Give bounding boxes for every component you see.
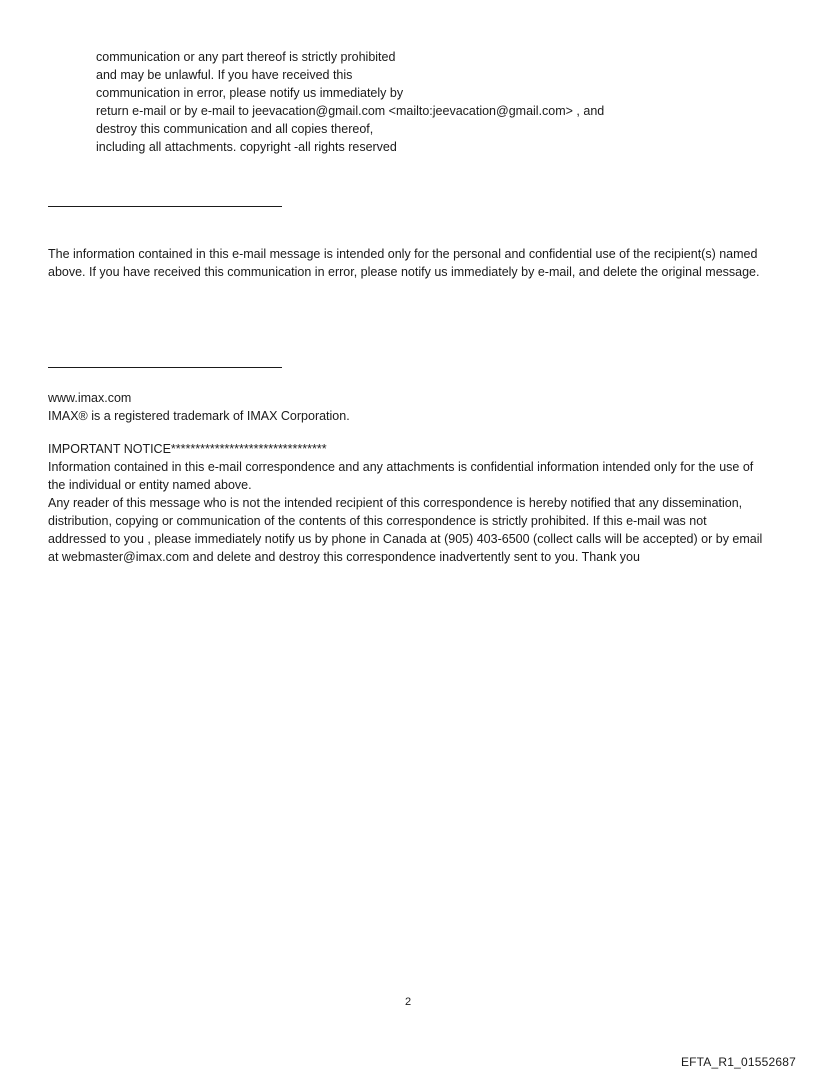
important-notice-heading: IMPORTANT NOTICE******************************** [48,442,327,456]
disclaimer-line: communication in error, please notify us immediately by [96,86,404,100]
disclaimer-line: and may be unlawful. If you have received this [96,68,353,82]
important-notice-paragraph: Information contained in this e-mail correspondence and any attachments is confidential information intended only for the use of the individual or entity named above. [48,460,754,492]
disclaimer-line: destroy this communication and all copies thereof, [96,122,374,136]
imax-trademark: IMAX® is a registered trademark of IMAX Corporation. [48,409,350,423]
imax-website: www.imax.com [48,391,132,405]
important-notice-paragraph: Any reader of this message who is not the intended recipient of this correspondence is hereby notified that any dissemination, distribution, copying or communication of the contents of this correspondence is strictly prohibited. If this e-mail was not addressed to you , please immediately notify us by phone in Canada at (905) 403-6500 (collect calls will be accepted) or by email at webmaster@imax.com and delete and destroy this correspondence inadvertently sent to you. Thank you [48,496,763,564]
separator-line [48,206,282,207]
bates-id: EFTA_R1_01552687 [680,1055,796,1069]
quoted-disclaimer [96,48,736,156]
disclaimer-line: return e-mail or by e-mail to jeevacation@gmail.com <mailto:jeevacation@gmail.com> , and [96,104,605,118]
page-number: 2 [404,996,412,1008]
important-notice [48,440,768,566]
disclaimer-line: including all attachments. copyright -all rights reserved [96,140,397,154]
disclaimer-line: communication or any part thereof is strictly prohibited [96,50,396,64]
separator-line [48,367,282,368]
confidential-notice: The information contained in this e-mail message is intended only for the personal and confidential use of the recipient(s) named above. If you have received this communication in error, please notify us immediately by e-mail, and delete the original message. [48,247,760,279]
imax-signature [48,389,768,425]
